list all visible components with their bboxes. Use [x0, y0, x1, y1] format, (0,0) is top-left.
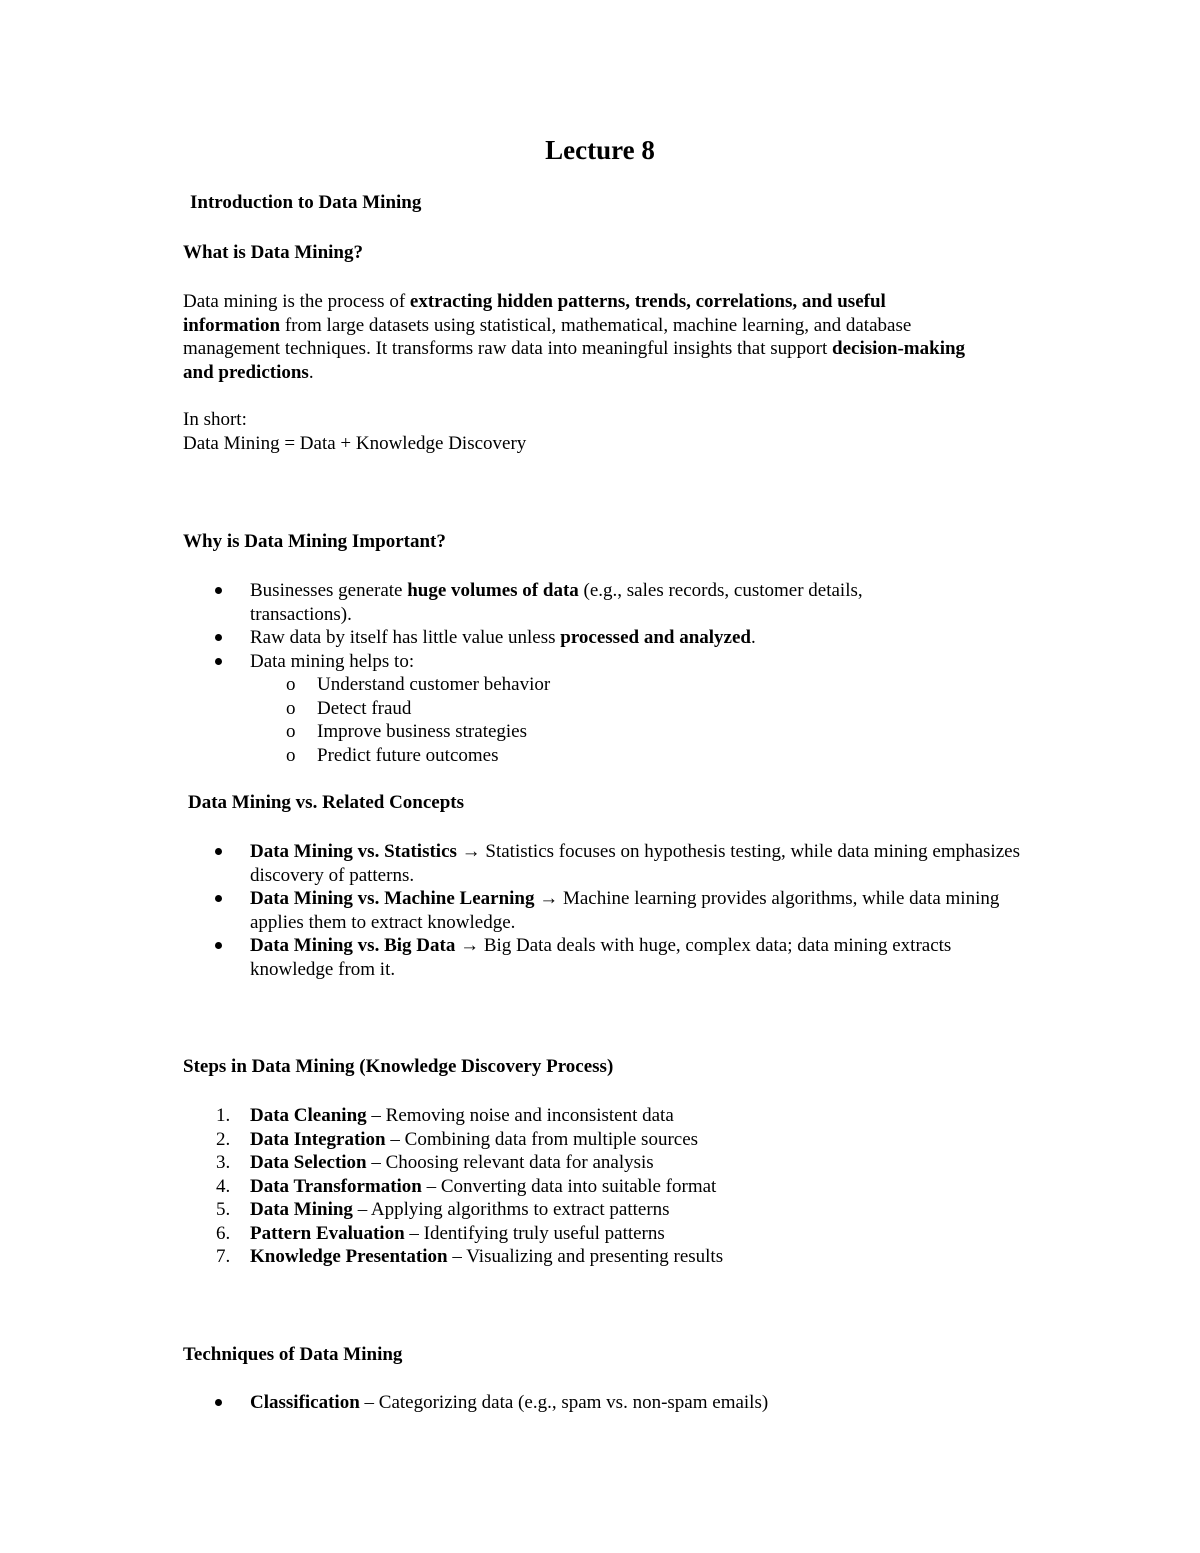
list-item: Raw data by itself has little value unless processed and analyzed.	[183, 626, 943, 650]
sub-list-item: o Improve business strategies	[286, 721, 528, 742]
why-heading: Why is Data Mining Important?	[183, 531, 446, 552]
bullet-icon	[215, 848, 222, 855]
page-title: Lecture 8	[545, 135, 655, 165]
vs-list	[183, 840, 1023, 981]
list-item: 2. Data Integration – Combining data from multiple sources	[216, 1128, 699, 1150]
step-number: 3.	[216, 1152, 231, 1173]
sub-list-item: o Understand customer behavior	[286, 674, 551, 695]
bullet-icon	[215, 942, 222, 949]
list-item: 5. Data Mining – Applying algorithms to extract patterns	[216, 1199, 670, 1220]
step-number: 2.	[216, 1128, 231, 1150]
why-list	[183, 579, 943, 767]
list-item: 6. Pattern Evaluation – Identifying truly useful patterns	[216, 1222, 665, 1244]
what-heading: What is Data Mining?	[183, 242, 363, 263]
sub-list-item: o Detect fraud	[286, 697, 412, 719]
in-short-block	[183, 408, 983, 455]
list-item: 4. Data Transformation – Converting data into suitable format	[216, 1175, 717, 1197]
list-item: Data Mining vs. Statistics → Statistics focuses on hypothesis testing, while data mining emphasizes discovery of patterns.	[183, 840, 1023, 887]
steps-heading: Steps in Data Mining (Knowledge Discovery Process)	[183, 1056, 614, 1077]
list-item: 1. Data Cleaning – Removing noise and inconsistent data	[216, 1105, 674, 1126]
steps-list	[183, 1104, 1023, 1269]
bullet-icon	[215, 634, 222, 641]
circle-bullet-icon: o	[286, 744, 296, 766]
bullet-icon	[215, 658, 222, 665]
step-number: 6.	[216, 1222, 231, 1244]
circle-bullet-icon: o	[286, 721, 296, 742]
list-item: Data Mining vs. Big Data → Big Data deals with huge, complex data; data mining extracts knowledge from it.	[183, 934, 1023, 981]
techniques-heading: Techniques of Data Mining	[183, 1344, 403, 1365]
in-short-equation: Data Mining = Data + Knowledge Discovery	[183, 432, 527, 454]
techniques-list	[183, 1391, 1023, 1415]
circle-bullet-icon: o	[286, 697, 296, 719]
list-item: Data mining helps to: o Understand customer behavior o Detect fraud o Improve business strategies o Predict future outcomes	[183, 650, 943, 768]
what-paragraph	[183, 290, 983, 384]
step-number: 1.	[216, 1105, 231, 1126]
list-item: Data Mining vs. Machine Learning → Machine learning provides algorithms, while data mining applies them to extract knowledge.	[183, 887, 1023, 934]
sub-list	[250, 673, 943, 767]
step-number: 5.	[216, 1199, 231, 1220]
vs-heading: Data Mining vs. Related Concepts	[188, 792, 465, 813]
step-number: 7.	[216, 1246, 231, 1267]
in-short-label: In short:	[183, 409, 247, 430]
bullet-icon	[215, 1399, 222, 1406]
list-item: Classification – Categorizing data (e.g., spam vs. non-spam emails)	[183, 1391, 1023, 1415]
circle-bullet-icon: o	[286, 674, 296, 695]
sub-list-item: o Predict future outcomes	[286, 744, 499, 766]
list-item: 3. Data Selection – Choosing relevant data for analysis	[216, 1152, 654, 1173]
definition-text: Data mining is the process of extracting hidden patterns, trends, correlations, and useful information from large datasets using statistical, mathematical, machine learning, and database management techniques. It transforms raw data into meaningful insights that support decision-making and predictions.	[183, 291, 966, 383]
intro-heading: Introduction to Data Mining	[190, 192, 422, 213]
bullet-icon	[215, 587, 222, 594]
list-item: Businesses generate huge volumes of data (e.g., sales records, customer details, transactions).	[183, 579, 943, 626]
bullet-icon	[215, 895, 222, 902]
list-item: 7. Knowledge Presentation – Visualizing and presenting results	[216, 1246, 724, 1267]
step-number: 4.	[216, 1175, 231, 1197]
